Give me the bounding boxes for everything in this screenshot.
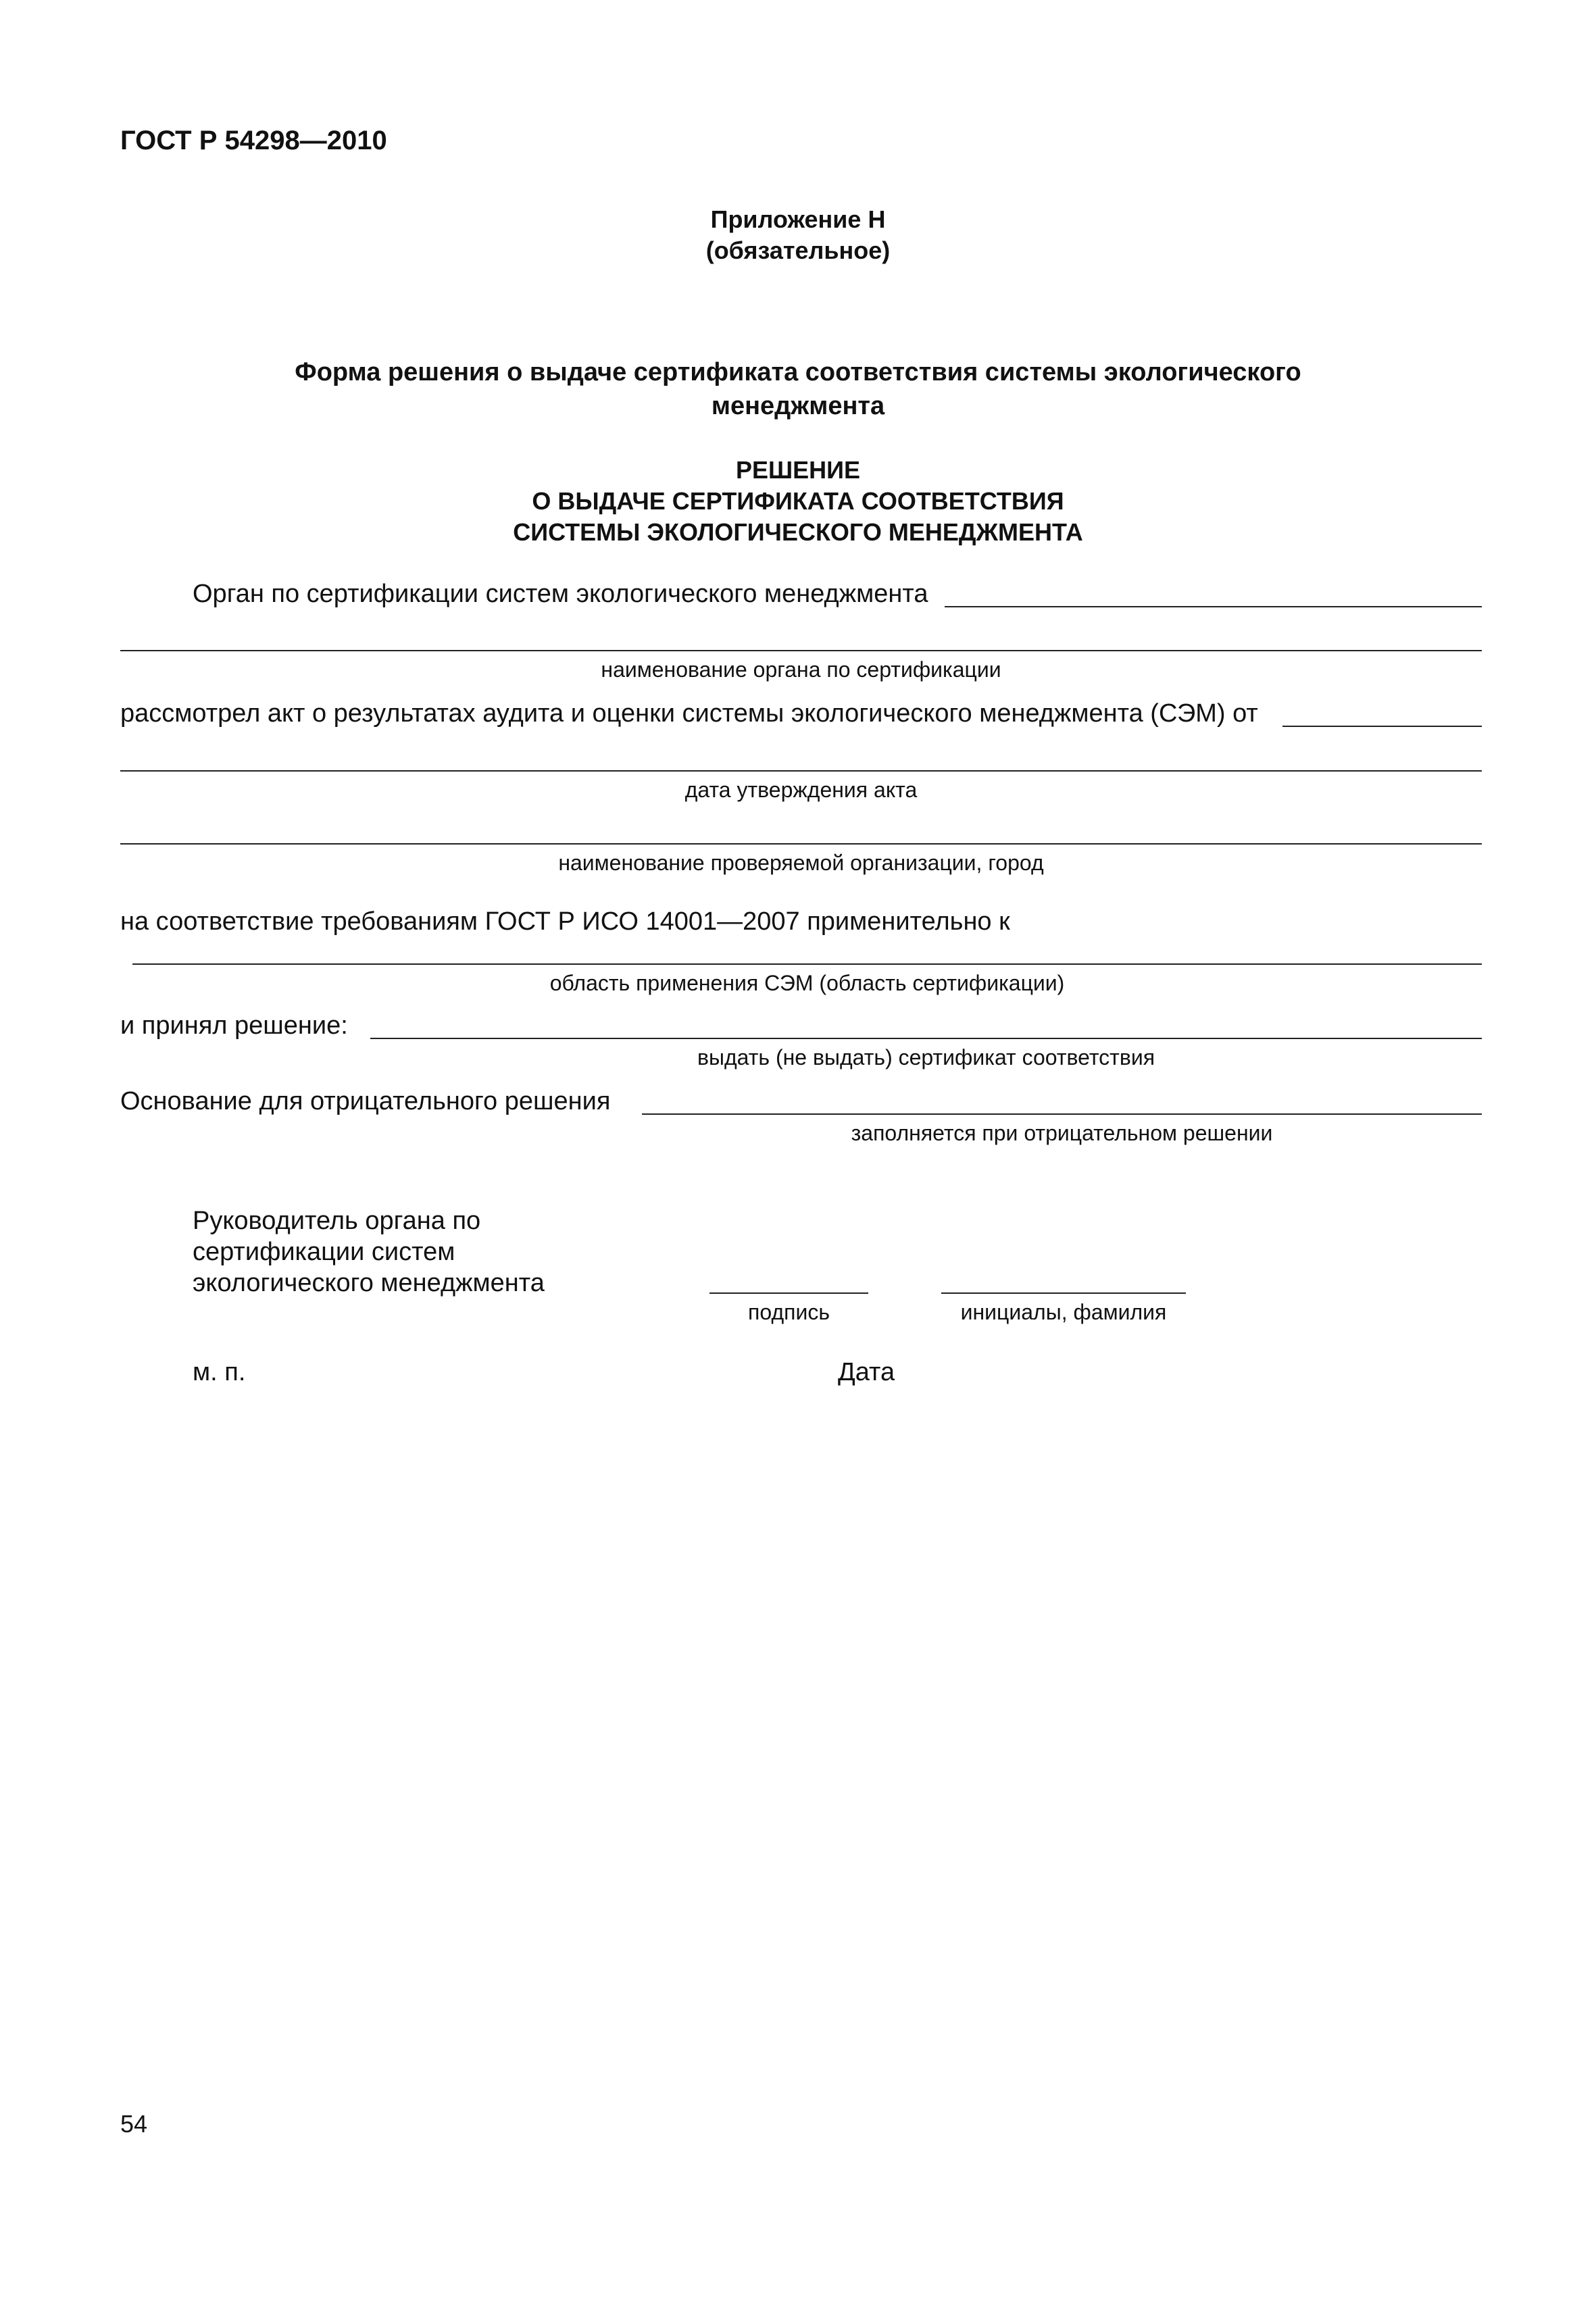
organ-caption: наименование органа по сертификации — [601, 657, 1001, 682]
signature-role-line3: экологического менеджмента — [193, 1269, 545, 1297]
stamp-label: м. п. — [193, 1358, 246, 1386]
organ-label: Орган по сертификации систем экологического менеджмента — [193, 580, 928, 608]
act-date-caption: дата утверждения акта — [684, 778, 918, 802]
organization-line — [120, 843, 1482, 845]
negative-line — [642, 1113, 1482, 1115]
scope-line — [132, 963, 1482, 965]
organization-caption: наименование проверяемой организации, город — [558, 851, 1044, 875]
decision-caption: выдать (не выдать) сертификат соответствия — [697, 1045, 1155, 1070]
negative-label: Основание для отрицательного решения — [120, 1087, 611, 1115]
act-from-date-line — [1282, 726, 1482, 727]
signature-caption: подпись — [748, 1300, 830, 1324]
scope-caption: область применения СЭМ (область сертификации) — [549, 971, 1065, 995]
signature-line — [709, 1292, 868, 1294]
name-line — [941, 1292, 1186, 1294]
decision-label: и принял решение: — [120, 1011, 348, 1040]
compliance-label: на соответствие требованиям ГОСТ Р ИСО 14001—2007 применительно к — [120, 907, 1010, 936]
standard-code: ГОСТ Р 54298—2010 — [120, 126, 387, 155]
decision-heading-line2: О ВЫДАЧЕ СЕРТИФИКАТА СООТВЕТСТВИЯ — [532, 487, 1064, 515]
decision-line — [370, 1038, 1482, 1039]
date-label: Дата — [838, 1358, 895, 1386]
annex-status: (обязательное) — [705, 236, 891, 264]
act-date-line — [120, 770, 1482, 772]
annex-title: Приложение Н — [710, 205, 886, 233]
organ-field-line — [945, 606, 1482, 607]
signature-role-line1: Руководитель органа по — [193, 1207, 481, 1235]
negative-caption: заполняется при отрицательном решении — [851, 1121, 1273, 1145]
form-title-line2: менеджмента — [711, 392, 885, 420]
form-title-line1: Форма решения о выдаче сертификата соответствия системы экологического — [295, 358, 1301, 386]
reviewed-label: рассмотрел акт о результатах аудита и оценки системы экологического менеджмента (СЭМ) от — [120, 699, 1258, 728]
decision-heading-line3: СИСТЕМЫ ЭКОЛОГИЧЕСКОГО МЕНЕДЖМЕНТА — [513, 518, 1083, 546]
page-number: 54 — [120, 2110, 148, 2138]
signature-role-line2: сертификации систем — [193, 1238, 455, 1266]
name-caption: инициалы, фамилия — [960, 1300, 1167, 1324]
organ-name-line — [120, 650, 1482, 651]
decision-heading-line1: РЕШЕНИЕ — [735, 456, 861, 484]
